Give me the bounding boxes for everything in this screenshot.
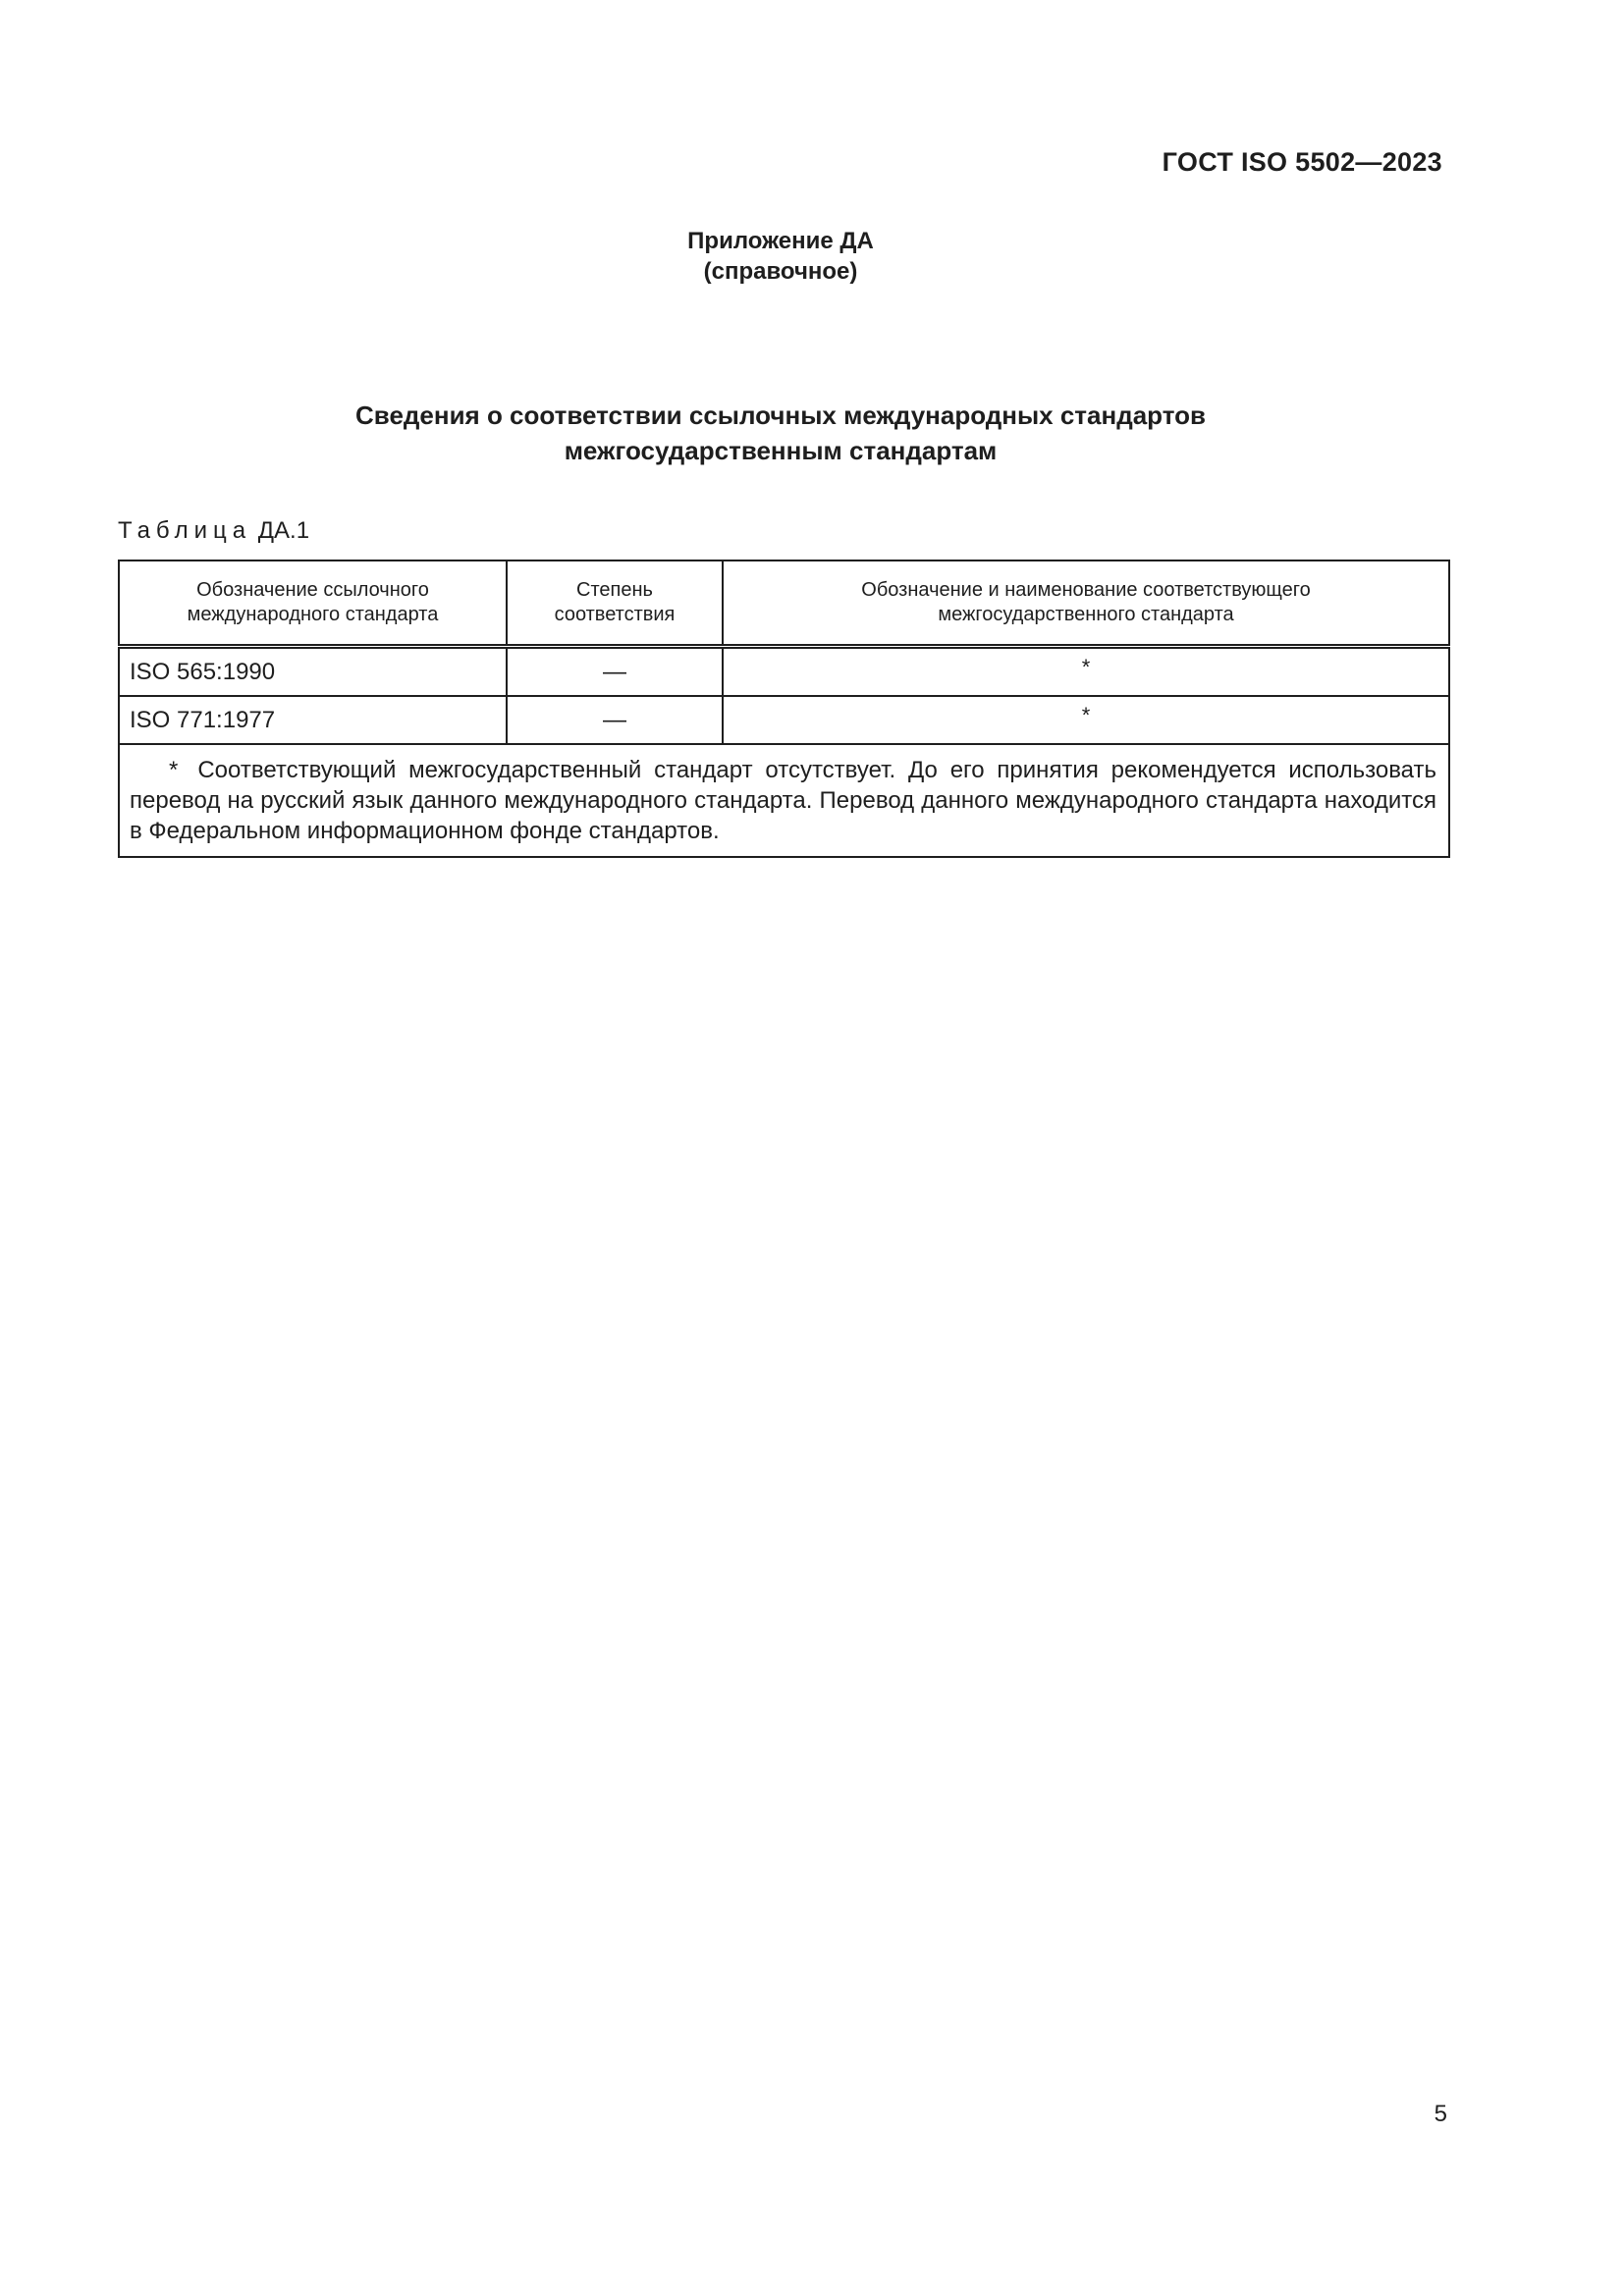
header-degree-of-correspondence: Степень соответствия — [507, 561, 723, 647]
header-interstate-standard: Обозначение и наименование соответствующего межгосударственного стандарта — [723, 561, 1449, 647]
appendix-heading — [0, 226, 1561, 287]
table-footnote — [119, 744, 1449, 857]
degree-of-correspondence: — — [507, 696, 723, 744]
section-title — [0, 398, 1561, 468]
reference-standard-code: ISO 771:1977 — [119, 696, 507, 744]
table-caption — [118, 517, 309, 545]
interstate-standard: * — [723, 647, 1449, 697]
footnote-mark: * — [169, 757, 179, 783]
table-row — [119, 696, 1449, 744]
appendix-type: (справочное) — [703, 258, 858, 285]
section-title-line-1: Сведения о соответствии ссылочных международных стандартов — [355, 400, 1206, 430]
correspondence-table — [118, 560, 1450, 858]
header-reference-standard: Обозначение ссылочного международного стандарта — [119, 561, 507, 647]
page-number: 5 — [1434, 2101, 1447, 2127]
table-row — [119, 647, 1449, 697]
table-header-row — [119, 561, 1449, 647]
degree-of-correspondence: — — [507, 647, 723, 697]
footnote-text: Соответствующий межгосударственный стандарт отсутствует. До его принятия рекомендуется использовать перевод на русский язык данного международного стандарта. Перевод данного международного стандарта находится в Федеральном информационном фонде стандартов. — [130, 757, 1436, 844]
appendix-title: Приложение ДА — [687, 228, 874, 254]
section-title-line-2: межгосударственным стандартам — [564, 436, 998, 465]
table-caption-word: Таблица — [118, 517, 252, 544]
table-note-row — [119, 744, 1449, 857]
document-code: ГОСТ ISO 5502—2023 — [1162, 147, 1442, 177]
reference-standard-code: ISO 565:1990 — [119, 647, 507, 697]
interstate-standard: * — [723, 696, 1449, 744]
table-caption-number: ДА.1 — [257, 517, 310, 544]
